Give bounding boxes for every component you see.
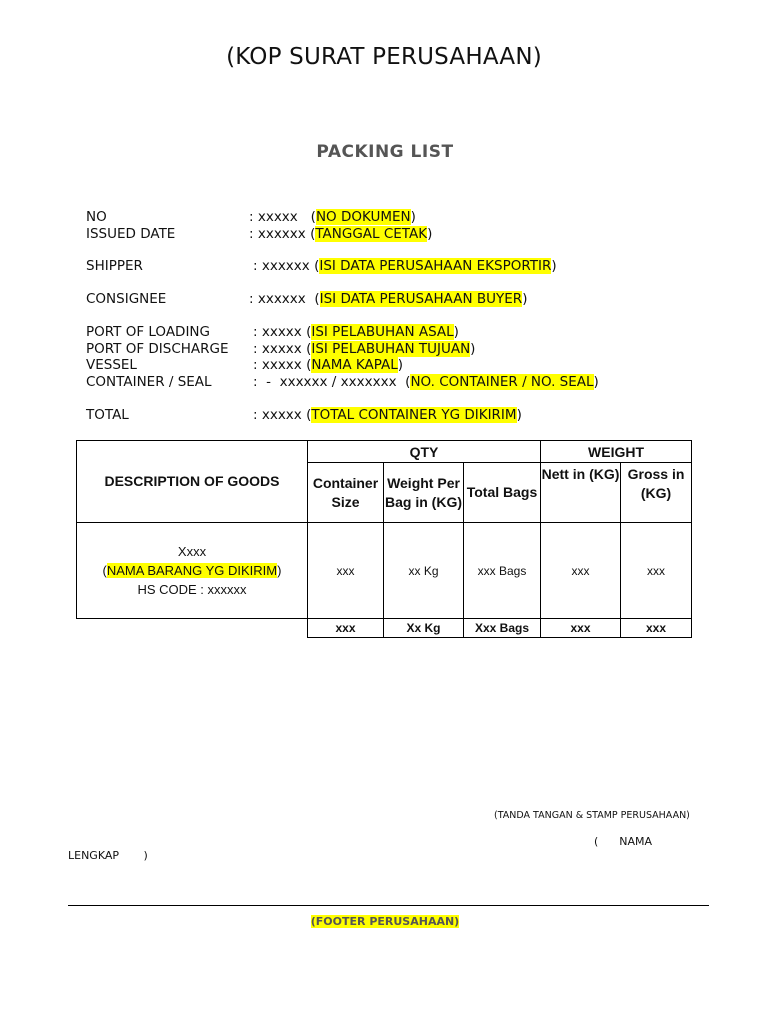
highlight-hint: NO. CONTAINER / NO. SEAL [410,374,594,390]
field-value: : xxxxx (NAMA KAPAL) [253,357,404,373]
table-row [77,523,692,619]
field-value: : xxxxx (NO DOKUMEN) [249,209,416,225]
footer [0,915,768,928]
cell-container-size: xxx [308,523,384,619]
header-qty: QTY [308,441,541,463]
highlight-hint: ISI DATA PERUSAHAAN BUYER [319,291,523,307]
goods-table [76,440,692,638]
footer-divider [68,905,709,906]
document-title: PACKING LIST [316,142,454,162]
goods-name-placeholder: Xxxx [177,544,207,559]
highlight-hint: TANGGAL CETAK [315,226,428,242]
field-label: VESSEL [86,357,137,373]
field-label: TOTAL [86,407,129,423]
total-container-size: xxx [308,619,384,638]
field-label: PORT OF LOADING [86,324,210,340]
highlight-hint: ISI PELABUHAN ASAL [311,324,454,340]
header-weight: WEIGHT [541,441,692,463]
highlight-hint: ISI DATA PERUSAHAAN EKSPORTIR [319,258,552,274]
highlight-hint: NO DOKUMEN [315,209,411,225]
field-label: NO [86,209,107,225]
cell-nett: xxx [541,523,621,619]
total-gross: xxx [621,619,692,638]
header-gross: Gross in (KG) [621,463,692,523]
header-total-bags: Total Bags [464,463,541,523]
signature-stamp-label: (TANDA TANGAN & STAMP PERUSAHAAN) [494,810,690,821]
letterhead: (KOP SURAT PERUSAHAAN) [226,44,542,70]
field-label: CONSIGNEE [86,291,167,307]
highlight-hint: NAMA BARANG YG DIKIRIM [106,563,278,578]
total-bags: Xxx Bags [464,619,541,638]
field-value: : - xxxxxx / xxxxxxx (NO. CONTAINER / NO. SEAL) [253,374,599,390]
signature-name-open: ( NAMA [594,835,653,848]
hs-code: HS CODE : xxxxxx [137,582,247,597]
field-value: : xxxxx (ISI PELABUHAN TUJUAN) [253,341,476,357]
total-weight-per-bag: Xx Kg [384,619,464,638]
goods-name-hint: (NAMA BARANG YG DIKIRIM) [102,563,282,578]
header-container-size: Container Size [308,463,384,523]
cell-gross: xxx [621,523,692,619]
field-value: : xxxxx (ISI PELABUHAN ASAL) [253,324,459,340]
field-value: : xxxxx (TOTAL CONTAINER YG DIKIRIM) [253,407,522,423]
field-value: : xxxxxx (TANGGAL CETAK) [249,226,433,242]
cell-weight-per-bag: xx Kg [384,523,464,619]
highlight-hint: NAMA KAPAL [311,357,398,373]
header-nett: Nett in (KG) [541,463,621,523]
header-weight-per-bag: Weight Per Bag in (KG) [384,463,464,523]
field-label: ISSUED DATE [86,226,176,242]
highlight-hint: ISI PELABUHAN TUJUAN [311,341,471,357]
highlight-hint: TOTAL CONTAINER YG DIKIRIM [311,407,517,423]
field-value: : xxxxxx (ISI DATA PERUSAHAAN EKSPORTIR) [253,258,557,274]
total-nett: xxx [541,619,621,638]
footer-text: (FOOTER PERUSAHAAN) [310,915,460,928]
table-total-row [77,619,692,638]
cell-total-bags: xxx Bags [464,523,541,619]
cell-description [77,523,308,619]
field-label: PORT OF DISCHARGE [86,341,229,357]
signature-name-close: LENGKAP ) [68,849,148,862]
header-description: DESCRIPTION OF GOODS [77,441,308,523]
field-label: SHIPPER [86,258,143,274]
total-spacer [77,619,308,638]
table-header-row [77,441,692,463]
field-value: : xxxxxx (ISI DATA PERUSAHAAN BUYER) [249,291,528,307]
field-label: CONTAINER / SEAL [86,374,212,390]
